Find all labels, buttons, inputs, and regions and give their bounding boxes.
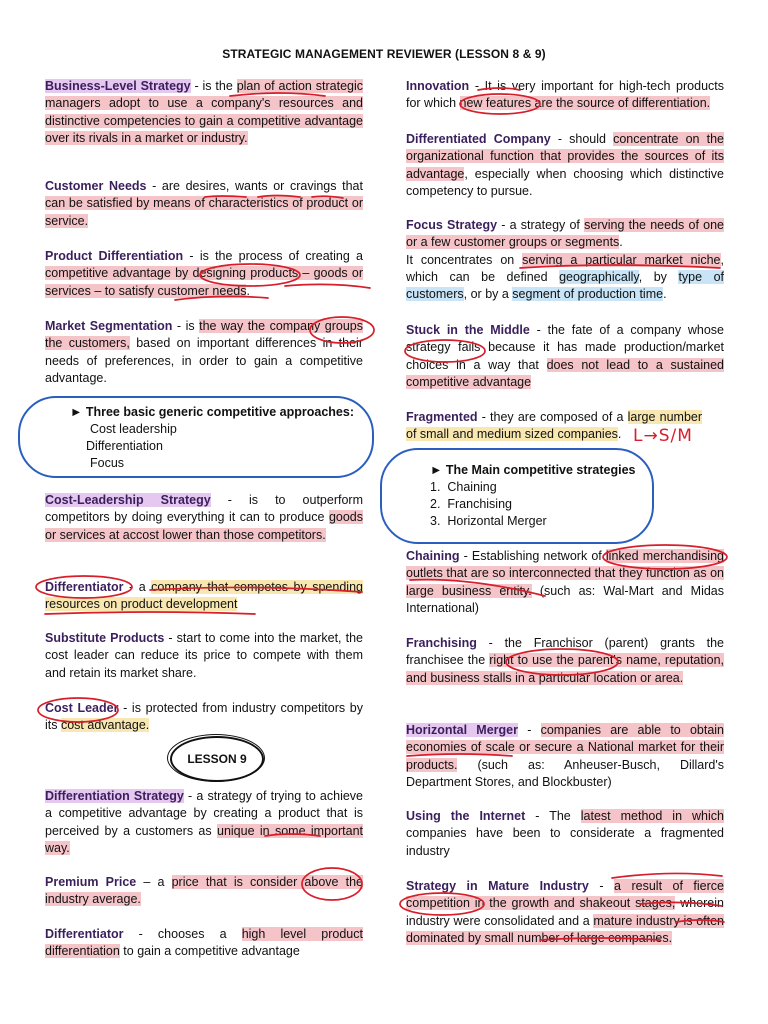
text: . (663, 287, 667, 302)
entry-strategy-in-mature-industry (406, 878, 724, 947)
highlight: segment of production time (512, 287, 664, 302)
entry-differentiator-2 (45, 926, 363, 961)
handwritten-note: L→S/M (633, 426, 693, 446)
highlight: company that competes by spending resources on product development (45, 580, 363, 612)
term: Horizontal Merger (406, 723, 518, 737)
item-label: Franchising (447, 497, 512, 511)
highlight: linked merchandising outlets that are so interconnected that they function as on large business entity. (406, 549, 724, 598)
highlight: serving a particular market niche (522, 252, 721, 267)
term: Using the Internet (406, 809, 526, 823)
text: - is protected from industry competitors by its (45, 701, 363, 733)
text: (such as: Wal-Mart and Midas International) (406, 583, 725, 615)
highlight: can be satisfied by means of characteristics of product or service. (45, 196, 363, 228)
term: Cost Leader (45, 701, 119, 715)
highlight: companies are able to obtain economies of scale or secure a National market for their products. (406, 723, 725, 772)
highlight: competitive advantage by designing products – goods or services – to satisfy customer needs (45, 266, 363, 298)
entry-stuck-in-the-middle (406, 322, 724, 391)
highlight: price that is consider above the industry average. (45, 875, 363, 907)
text: , which can be defined (406, 252, 724, 284)
text: - start to come into the market, the cost leader can reduce its price to compete with them and retain its market share. (45, 631, 363, 680)
term: Product Differentiation (45, 249, 184, 263)
text: (such as: Anheuser-Busch, Dillard's Department Stores, and Blockbuster) (406, 757, 724, 789)
highlight: right to use the parent's name, reputation, and business stalls in a particular location or area. (406, 653, 724, 685)
cloud-right-list (430, 462, 635, 530)
text: companies have been to considerate a fragmented industry (406, 826, 724, 858)
text: - is to outperform competitors by doing everything it can to produce (45, 493, 363, 525)
entry-product-differentiation (45, 248, 363, 300)
term: Differentiation Strategy (45, 789, 184, 803)
cloud-left-list (70, 404, 354, 472)
entry-cost-leader (45, 700, 363, 735)
term: Innovation (406, 79, 470, 93)
cloud-left-item: Focus (90, 456, 125, 470)
cloud-left-item: Differentiation (86, 439, 163, 453)
entry-horizontal-merger (406, 722, 724, 791)
term: Stuck in the Middle (406, 323, 530, 337)
text: based on important differences in their needs of preferences, in order to gain a competitive advantage. (45, 336, 363, 385)
text: - Establishing network of (459, 549, 606, 563)
entry-focus-strategy (406, 217, 724, 303)
text: - they are composed of a (477, 410, 628, 424)
term: Business-Level Strategy (45, 79, 191, 93)
highlight: mature industry is often dominated by small number of large companies. (406, 913, 725, 945)
text: - a strategy of (497, 218, 585, 232)
text: – a (136, 875, 172, 889)
term: Differentiator (45, 927, 124, 941)
text: It concentrates on (406, 252, 523, 267)
page-title: STRATEGIC MANAGEMENT REVIEWER (LESSON 8 & 9) (222, 47, 546, 61)
text: - The (525, 809, 581, 823)
cloud-right-heading: ► The Main competitive strategies (430, 463, 636, 477)
entry-differentiator (45, 579, 363, 614)
highlight: serving the needs of one or a few customer groups or segments (406, 218, 724, 250)
highlight: cost advantage. (60, 718, 150, 733)
text: to gain a competitive advantage (119, 944, 300, 959)
cloud-right-item: 2. Franchising (430, 497, 512, 511)
term: Chaining (406, 549, 460, 563)
text: - (588, 879, 615, 893)
cloud-left-heading: ► Three basic generic competitive approaches: (70, 405, 354, 419)
highlight: plan of action strategic managers adopt to use a company's resources and distinctive competencies to gain a competitive advantage over its rivals in a market or industry. (45, 79, 363, 145)
text: - is the (190, 79, 237, 93)
term: Fragmented (406, 410, 478, 424)
highlight: a result of fierce competition in the growth and shakeout stages, (406, 879, 725, 911)
entry-premium-price (45, 874, 363, 909)
text: - a strategy of trying to achieve a competitive advantage by creating a product that is perceived by a customers as (45, 789, 363, 838)
entry-innovation (406, 78, 724, 113)
entry-customer-needs (45, 178, 363, 230)
term: Market Segmentation (45, 319, 173, 333)
text: . (617, 427, 622, 442)
text: , especially when choosing which distinctive competency to pursue. (406, 166, 724, 198)
entry-business-level-strategy (45, 78, 363, 147)
cloud-left-item: Cost leadership (90, 422, 177, 436)
text: - a (123, 580, 152, 594)
text: , or by a (463, 287, 513, 302)
highlight: type of customers (406, 269, 725, 302)
text: , by (638, 269, 679, 284)
term: Focus Strategy (406, 218, 498, 232)
text: - the Franchisor (parent) grants the franchisee the (406, 636, 724, 668)
highlight: geographically (559, 269, 639, 284)
text: - chooses a (123, 927, 242, 941)
term: Customer Needs (45, 179, 147, 193)
highlight: latest method in which (580, 809, 724, 823)
highlight: the way the company groups the customers, (45, 319, 363, 351)
item-label: Chaining (447, 480, 497, 494)
text: . (619, 235, 623, 250)
text: . (246, 283, 250, 298)
cloud-right-item: 3. Horizontal Merger (430, 514, 547, 528)
entry-chaining (406, 548, 724, 617)
text: - are desires, wants or cravings that (146, 179, 363, 193)
term: Premium Price (45, 875, 137, 889)
entry-cost-leadership-strategy (45, 492, 363, 544)
cloud-right-item: 1. Chaining (430, 480, 497, 494)
highlight: unique in some important way. (45, 823, 364, 855)
entry-differentiation-strategy (45, 788, 363, 857)
highlight: does not lead to a sustained competitive advantage (406, 357, 724, 389)
entry-franchising (406, 635, 724, 687)
entry-substitute-products (45, 630, 363, 682)
text: - is (172, 319, 200, 333)
highlight: high level product differentiation (45, 927, 363, 959)
highlight: goods or services at accost lower than those competitors. (45, 510, 363, 542)
text: - is the process of creating a (183, 249, 363, 263)
item-label: Horizontal Merger (447, 514, 547, 528)
text: - the fate of a company whose strategy fails because it has made production/market choices in a way that (406, 323, 724, 372)
term: Strategy in Mature Industry (406, 879, 589, 893)
text: - should (550, 132, 614, 146)
term: Cost-Leadership Strategy (45, 493, 211, 507)
entry-differentiated-company (406, 131, 724, 200)
text: - It is very important for high-tech products for which (406, 79, 724, 111)
term: Differentiated Company (406, 132, 551, 146)
highlight: concentrate on the organizational function that provides the sources of its advantage (406, 132, 724, 181)
lesson-9-label: LESSON 9 (170, 736, 264, 782)
entry-using-the-internet (406, 808, 724, 860)
term: Substitute Products (45, 631, 165, 645)
entry-market-segmentation (45, 318, 363, 387)
term: Franchising (406, 636, 477, 650)
highlight: large number of small and medium sized companies (406, 410, 703, 442)
term: Differentiator (45, 580, 124, 594)
text: wherein industry were consolidated and a (406, 896, 724, 928)
text: - (518, 723, 541, 737)
highlight: new features are the source of differentiation. (459, 96, 711, 111)
